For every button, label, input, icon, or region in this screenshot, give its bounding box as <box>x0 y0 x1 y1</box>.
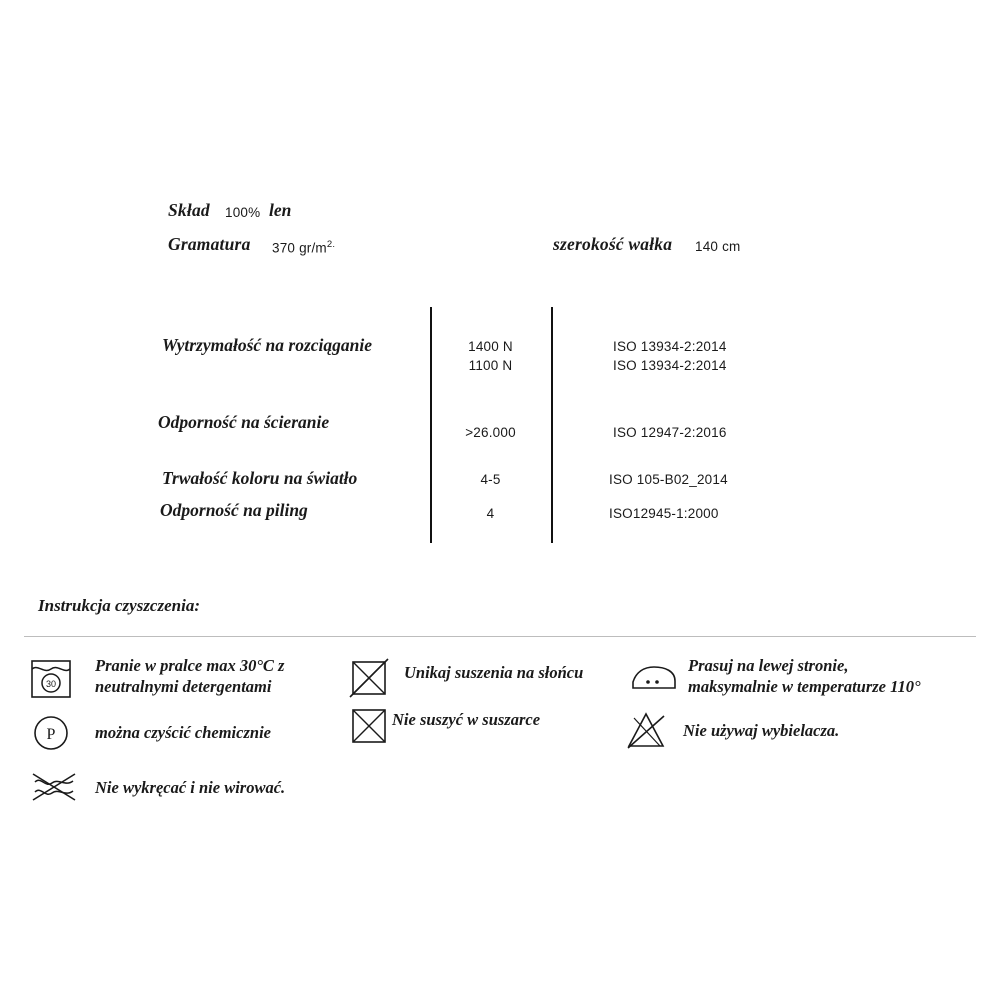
cleaning-item-text-iron-line1: Prasuj na lewej stronie, <box>688 656 849 675</box>
cleaning-item-text-iron <box>688 655 988 697</box>
cleaning-instructions-title: Instrukcja czyszczenia: <box>38 596 200 615</box>
composition-label: Skład <box>168 200 210 220</box>
svg-text:P: P <box>46 726 56 743</box>
cleaning-item-text-dryclean-line1: można czyścić chemicznie <box>95 723 271 742</box>
weight-value <box>272 239 335 256</box>
tech-row-value-lightfastness: 4-5 <box>480 472 501 487</box>
tech-row-value-abrasion: >26.000 <box>465 425 516 440</box>
weight-value-superscript: 2. <box>326 239 336 250</box>
cleaning-item-text-sun <box>404 662 634 683</box>
section-divider <box>24 636 976 637</box>
dry-clean-p-icon <box>33 715 69 751</box>
iron-low-temp-icon <box>630 662 678 694</box>
cleaning-item-text-sun-line1: Unikaj suszenia na słońcu <box>404 663 584 682</box>
roll-width-label: szerokość wałka <box>553 234 673 254</box>
tech-row-standard-lightfastness: ISO 105-B02_2014 <box>609 472 728 487</box>
weight-label: Gramatura <box>168 234 251 254</box>
tech-row-label-tensile: Wytrzymałość na rozciąganie <box>162 335 373 355</box>
cleaning-item-text-wring-line1: Nie wykręcać i nie wirować. <box>95 778 286 797</box>
cleaning-item-text-wash-line1: Pranie w pralce max 30°C z <box>95 656 285 675</box>
no-tumble-dry-icon <box>350 708 388 744</box>
tech-row-label-pilling: Odporność na piling <box>160 500 308 520</box>
do-not-wring-icon <box>32 772 76 802</box>
tech-row-value-tensile-2: 1100 N <box>468 358 513 373</box>
tech-row-standard-tensile-2: ISO 13934-2:2014 <box>613 358 727 373</box>
washing-machine-30-icon <box>31 660 71 698</box>
tech-row-value-pilling: 4 <box>486 506 495 521</box>
cleaning-item-text-bleach <box>683 720 963 741</box>
table-divider-right <box>551 307 553 543</box>
tech-row-label-lightfastness: Trwałość koloru na światło <box>162 468 358 488</box>
tech-row-standard-pilling: ISO12945-1:2000 <box>609 506 719 521</box>
tech-row-value-tensile-1: 1400 N <box>468 339 513 354</box>
no-bleach-icon <box>626 712 666 750</box>
svg-text:30: 30 <box>45 679 57 689</box>
cleaning-item-text-wash-line2: neutralnymi detergentami <box>95 677 272 696</box>
cleaning-item-text-iron-line2: maksymalnie w temperaturze 110° <box>688 677 921 696</box>
cleaning-item-text-bleach-line1: Nie używaj wybielacza. <box>683 721 840 740</box>
tech-row-standard-abrasion: ISO 12947-2:2016 <box>613 425 727 440</box>
composition-value: 100% <box>225 205 261 220</box>
cleaning-item-text-wring <box>95 777 425 798</box>
tech-row-label-abrasion: Odporność na ścieranie <box>158 412 330 432</box>
cleaning-item-text-tumble <box>392 709 632 730</box>
no-sun-drying-icon <box>350 659 388 697</box>
composition-material: len <box>269 200 292 220</box>
cleaning-item-text-tumble-line1: Nie suszyć w suszarce <box>392 710 541 729</box>
tech-row-standard-tensile-1: ISO 13934-2:2014 <box>613 339 727 354</box>
roll-width-value: 140 cm <box>695 239 741 254</box>
weight-value-number: 370 gr/m <box>272 240 327 256</box>
